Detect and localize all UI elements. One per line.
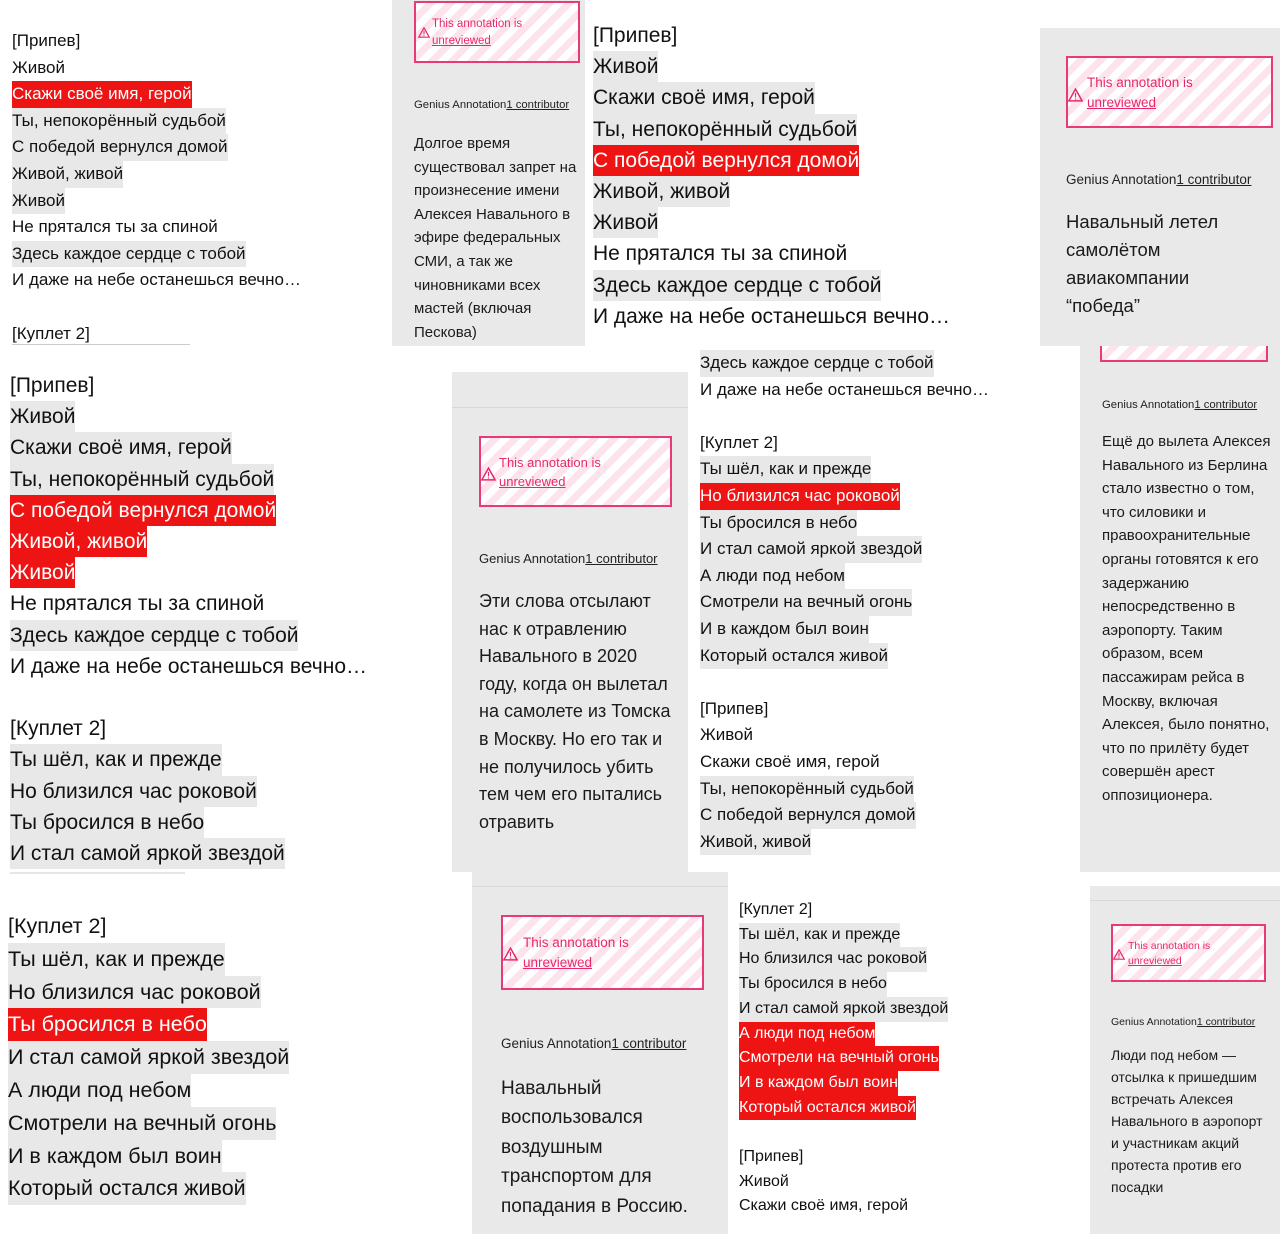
lyric-line[interactable]: И в каждом был воин	[700, 616, 869, 643]
warning-triangle-icon	[481, 467, 496, 481]
lyric-line[interactable]: С победой вернулся домой	[12, 134, 228, 161]
unreviewed-warning	[1066, 56, 1273, 128]
lyric-line[interactable]: С победой вернулся домой	[700, 802, 916, 829]
annotation-body: Эти слова отсылают нас к отравлению Навального в 2020 году, когда он вылетал на самолете из Томска в Москву. Но его так и не получилось убить тем чем его пытались отравить	[479, 591, 671, 832]
unreviewed-link[interactable]: unreviewed	[1128, 955, 1182, 968]
lyric-line[interactable]: Здесь каждое сердце с тобой	[700, 350, 934, 377]
lyric-line[interactable]: И даже на небе останешься вечно…	[593, 304, 951, 328]
unreviewed-warning-partial	[1100, 346, 1268, 362]
section-header: [Припев]	[10, 374, 95, 397]
lyric-line[interactable]: Смотрели на вечный огонь	[8, 1107, 276, 1140]
section-header: [Припев]	[12, 31, 81, 50]
section-header: [Куплет 2]	[10, 717, 107, 741]
lyric-line-active[interactable]: Смотрели на вечный огонь	[739, 1046, 939, 1071]
lyric-line[interactable]: Здесь каждое сердце с тобой	[12, 241, 246, 268]
annotation-body: Ещё до вылета Алексея Навального из Берлина стало известно о том, что силовики и правоохранительные органы готовятся к его задержанию непосредственно в аэропорту. Таким образом, всем пассажирам рейса в Москву, включая Алексея, было понятно, что по прилёту будет совершён арест оппозиционера.	[1102, 433, 1271, 804]
lyric-line[interactable]: И в каждом был воин	[8, 1140, 222, 1173]
panel-top-band	[472, 886, 728, 887]
lyric-line[interactable]: Ты бросился в небо	[739, 972, 887, 997]
lyric-line[interactable]: Ты, непокорённый судьбой	[12, 108, 226, 135]
lyric-line[interactable]: Скажи своё имя, герой	[700, 751, 880, 771]
lyric-line[interactable]: Но близился час роковой	[8, 976, 261, 1009]
annotation-panel-4	[1080, 346, 1280, 872]
lyric-line[interactable]: Не прятался ты за спиной	[593, 242, 848, 266]
lyric-line[interactable]: И даже на небе останешься вечно…	[700, 379, 990, 399]
lyric-line[interactable]: Не прятался ты за спиной	[10, 592, 265, 616]
contributors-link[interactable]: 1 contributor	[1196, 1016, 1256, 1028]
lyric-line[interactable]: Живой, живой	[593, 176, 730, 207]
lyric-line[interactable]: Живой	[593, 51, 658, 82]
section-header: [Куплет 2]	[739, 901, 813, 918]
section-header: [Куплет 2]	[8, 914, 107, 938]
lyric-line[interactable]: Живой	[593, 207, 658, 238]
lyric-line[interactable]: И стал самой яркой звездой	[700, 536, 922, 563]
lyric-line[interactable]: И стал самой яркой звездой	[10, 838, 285, 869]
lyric-line[interactable]: Ты шёл, как и прежде	[10, 744, 222, 775]
lyric-line[interactable]: Который остался живой	[700, 643, 888, 670]
lyric-line[interactable]: Живой	[12, 188, 65, 215]
lyric-line[interactable]: Ты, непокорённый судьбой	[700, 776, 914, 803]
unreviewed-link[interactable]: unreviewed	[523, 954, 593, 970]
annotation-panel-6	[1090, 886, 1280, 1234]
lyric-line[interactable]: Живой	[700, 725, 753, 745]
annotation-body: Люди под небом — отсылка к пришедшим встречать Алексея Навального в аэропорт и участникам акций протеста против его посадки	[1111, 1047, 1263, 1195]
lyric-line[interactable]: Смотрели на вечный огонь	[700, 589, 912, 616]
annotation-panel-5	[472, 872, 728, 1234]
lyric-line-active[interactable]: Живой, живой	[10, 526, 147, 557]
lyric-line[interactable]: Ты, непокорённый судьбой	[593, 114, 857, 145]
contributors-link[interactable]: 1 contributor	[1194, 399, 1258, 411]
annotation-label: Genius Annotation	[1066, 172, 1177, 187]
lyrics-panel-1	[0, 0, 392, 348]
warning-triangle-icon	[418, 27, 430, 38]
panel-top-band	[452, 407, 688, 408]
annotation-label: Genius Annotation	[1102, 399, 1195, 411]
lyric-line-active[interactable]: Который остался живой	[739, 1096, 916, 1121]
annotation-meta	[479, 551, 658, 566]
contributors-link[interactable]: 1 contributor	[585, 551, 658, 566]
lyric-line[interactable]: И даже на небе останешься вечно…	[12, 270, 302, 290]
unreviewed-warning	[501, 915, 704, 990]
lyric-line[interactable]: Ты бросился в небо	[700, 510, 857, 537]
section-header: [Припев]	[739, 1148, 804, 1166]
lyric-line[interactable]: Живой, живой	[700, 829, 811, 856]
lyrics-panel-4	[688, 346, 1080, 872]
warning-triangle-icon	[1068, 88, 1083, 102]
lyrics-panel-2	[585, 0, 1040, 346]
lyric-line-active[interactable]: Ты бросился в небо	[8, 1008, 207, 1041]
lyric-line[interactable]: Ты, непокорённый судьбой	[10, 464, 274, 495]
lyric-line[interactable]: Ты бросился в небо	[10, 807, 204, 838]
lyric-line[interactable]: А люди под небом	[8, 1074, 191, 1107]
lyric-line[interactable]: Живой	[739, 1172, 789, 1190]
warning-text: This annotation is	[499, 455, 601, 470]
lyric-line-active[interactable]: А люди под небом	[739, 1022, 875, 1047]
annotation-meta	[1102, 399, 1257, 411]
lyric-line-active[interactable]: Живой	[10, 557, 75, 588]
lyric-line-active[interactable]: С победой вернулся домой	[593, 145, 859, 176]
section-header: [Куплет 2]	[12, 323, 90, 343]
lyrics-panel-5	[0, 872, 472, 1234]
lyric-line[interactable]: Живой, живой	[12, 161, 123, 188]
section-header: [Припев]	[593, 24, 678, 47]
lyric-line-active[interactable]: С победой вернулся домой	[10, 495, 276, 526]
lyric-line[interactable]: Скажи своё имя, герой	[10, 432, 232, 463]
annotation-panel-1	[392, 0, 585, 346]
lyric-line[interactable]: И даже на небе останешься вечно…	[10, 654, 368, 678]
lyric-line[interactable]: Живой	[10, 401, 75, 432]
unreviewed-link[interactable]: unreviewed	[432, 34, 491, 47]
lyric-line-active[interactable]: Но близился час роковой	[700, 483, 900, 510]
contributors-link[interactable]: 1 contributor	[506, 99, 570, 111]
unreviewed-warning	[1111, 924, 1266, 982]
warning-text: This annotation is	[523, 935, 629, 950]
warning-text: This annotation is	[1128, 940, 1211, 952]
stanza-gap	[700, 669, 989, 696]
annotation-body: Долгое время существовал запрет на произнесение имени Алексея Навального в эфире федеральных СМИ, а так же чиновниками всех мастей (включая Пескова)	[414, 135, 577, 341]
lyric-line[interactable]: И стал самой яркой звездой	[8, 1041, 289, 1074]
annotation-meta	[501, 1036, 686, 1051]
lyric-line[interactable]: Но близился час роковой	[739, 947, 927, 972]
contributors-link[interactable]: 1 contributor	[1176, 172, 1252, 187]
warning-triangle-icon	[1113, 949, 1125, 960]
annotation-meta	[1066, 172, 1251, 187]
warning-text: This annotation is	[432, 18, 523, 30]
contributors-link[interactable]: 1 contributor	[611, 1036, 687, 1051]
section-header: [Куплет 2]	[700, 432, 778, 452]
unreviewed-link[interactable]: unreviewed	[1087, 94, 1157, 110]
annotation-body: Навальный летел самолётом авиакомпании “победа”	[1066, 211, 1219, 316]
divider	[12, 344, 190, 345]
warning-triangle-icon	[503, 947, 518, 961]
unreviewed-warning	[479, 436, 672, 507]
annotation-meta	[1111, 1016, 1255, 1028]
warning-text: This annotation is	[1087, 75, 1193, 90]
lyric-line[interactable]: Но близился час роковой	[10, 776, 257, 807]
stanza-gap	[700, 403, 989, 430]
lyric-line-active[interactable]: И в каждом был воин	[739, 1071, 898, 1096]
lyric-line[interactable]: И стал самой яркой звездой	[739, 997, 948, 1022]
stanza-gap	[739, 1120, 948, 1145]
lyric-line[interactable]: Скажи своё имя, герой	[593, 82, 815, 113]
stanza-gap	[10, 682, 367, 713]
stanza-gap	[12, 294, 301, 321]
unreviewed-warning	[414, 1, 580, 63]
annotation-panel-3	[452, 372, 688, 872]
annotation-label: Genius Annotation	[501, 1036, 612, 1051]
lyric-line[interactable]: Который остался живой	[8, 1172, 246, 1205]
annotation-label: Genius Annotation	[414, 99, 507, 111]
unreviewed-link[interactable]: unreviewed	[499, 473, 566, 489]
section-header: [Припев]	[700, 698, 769, 718]
lyric-line[interactable]: Ты шёл, как и прежде	[739, 923, 900, 948]
lyric-line[interactable]: Ты шёл, как и прежде	[700, 456, 871, 483]
lyric-line[interactable]: Скажи своё имя, герой	[739, 1197, 909, 1215]
annotation-label: Genius Annotation	[1111, 1016, 1197, 1028]
divider	[10, 872, 185, 874]
annotation-body: Навальный воспользовался воздушным транспортом для попадания в Россию.	[501, 1078, 688, 1217]
annotation-meta	[414, 99, 569, 111]
lyrics-panel-3	[0, 360, 452, 872]
annotation-label: Genius Annotation	[479, 551, 586, 566]
panel-top-band	[1090, 900, 1280, 901]
annotation-panel-2	[1040, 28, 1280, 346]
lyric-line[interactable]: Здесь каждое сердце с тобой	[10, 620, 298, 651]
lyric-line[interactable]: Здесь каждое сердце с тобой	[593, 270, 881, 301]
lyrics-panel-6	[728, 872, 1090, 1234]
lyric-line[interactable]: Не прятался ты за спиной	[12, 217, 218, 237]
lyric-line[interactable]: Ты шёл, как и прежде	[8, 943, 225, 976]
lyric-line-active[interactable]: Скажи своё имя, герой	[12, 81, 192, 108]
lyric-line[interactable]: А люди под небом	[700, 563, 845, 590]
lyric-line[interactable]: Живой	[12, 57, 65, 77]
